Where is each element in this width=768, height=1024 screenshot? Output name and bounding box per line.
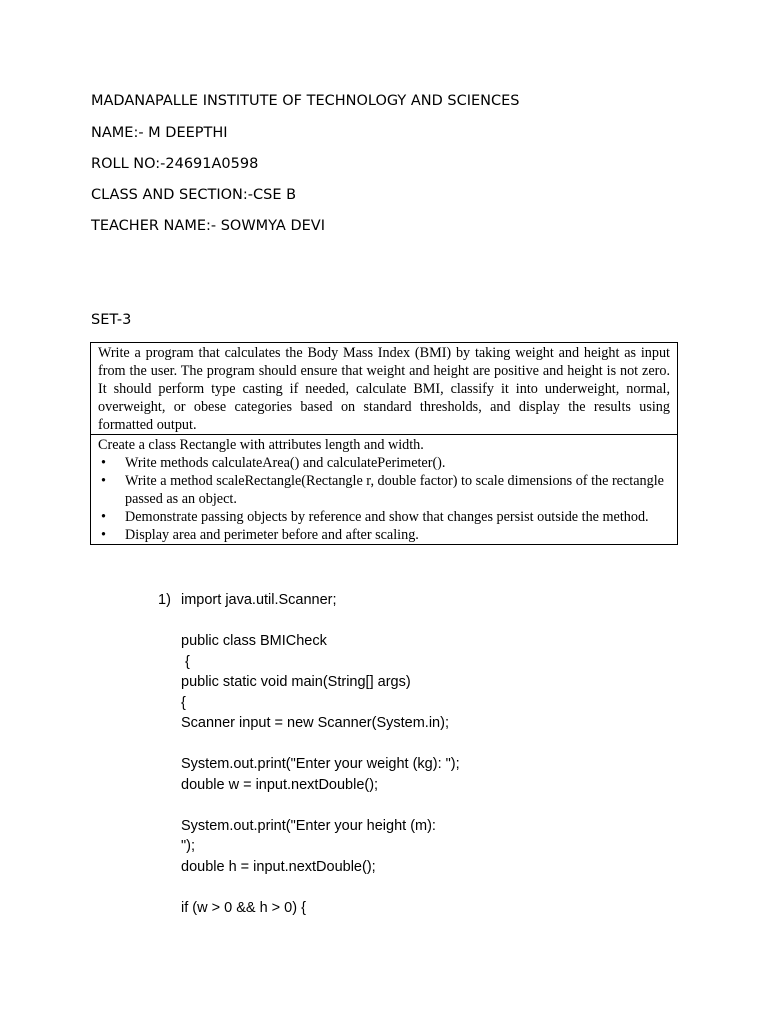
bullet-item: • Write a method scaleRectangle(Rectangle r, double factor) to scale dimensions of the rectangle passed as an object. (98, 472, 670, 508)
code-line: public static void main(String[] args) (181, 674, 411, 690)
code-line: import java.util.Scanner; (181, 592, 337, 608)
question-row (91, 343, 678, 435)
code-line: { (181, 653, 190, 670)
code-line: double h = input.nextDouble(); (181, 858, 376, 875)
roll-number: ROLL NO:-24691A0598 (91, 156, 259, 172)
code-line (181, 877, 481, 898)
question-row (91, 435, 678, 545)
answer-number: 1) (158, 592, 171, 608)
set-label: SET-3 (91, 312, 132, 328)
institute-name: MADANAPALLE INSTITUTE OF TECHNOLOGY AND SCIENCES (91, 93, 520, 109)
bullet-item: • Write methods calculateArea() and calculatePerimeter(). (98, 454, 670, 472)
code-line: Scanner input = new Scanner(System.in); (181, 715, 449, 731)
code-lines (181, 590, 481, 918)
code-line (181, 611, 481, 632)
code-line (181, 795, 481, 816)
question-2-cell (91, 435, 678, 545)
class-section: CLASS AND SECTION:-CSE B (91, 187, 297, 203)
bullet-item: • Demonstrate passing objects by reference and show that changes persist outside the method. (98, 508, 670, 526)
questions-table (90, 342, 678, 545)
code-line: System.out.print("Enter your height (m): (181, 817, 436, 834)
teacher-name: TEACHER NAME:- SOWMYA DEVI (91, 218, 325, 234)
student-name: NAME:- M DEEPTHI (91, 125, 228, 141)
code-line: "); (181, 838, 196, 854)
question-1-text: Write a program that calculates the Body Mass Index (BMI) by taking weight and height as input from the user. The program should ensure that weight and height are positive and height is not zero. It should perform type casting if needed, calculate BMI, classify it into underweight, normal, overweight, or obese categories based on standard thresholds, and display the results using formatted output. (91, 343, 678, 435)
question-2-intro: Create a class Rectangle with attributes length and width. (98, 437, 424, 453)
code-line: public class BMICheck (181, 633, 327, 649)
bullet-item: • Display area and perimeter before and after scaling. (98, 526, 670, 544)
question-2-bullets (98, 454, 670, 544)
code-line: System.out.print("Enter your weight (kg): "); (181, 756, 460, 772)
code-line: double w = input.nextDouble(); (181, 776, 379, 793)
code-line: { (181, 694, 186, 711)
code-line: if (w > 0 && h > 0) { (181, 899, 306, 916)
code-line (181, 734, 481, 755)
